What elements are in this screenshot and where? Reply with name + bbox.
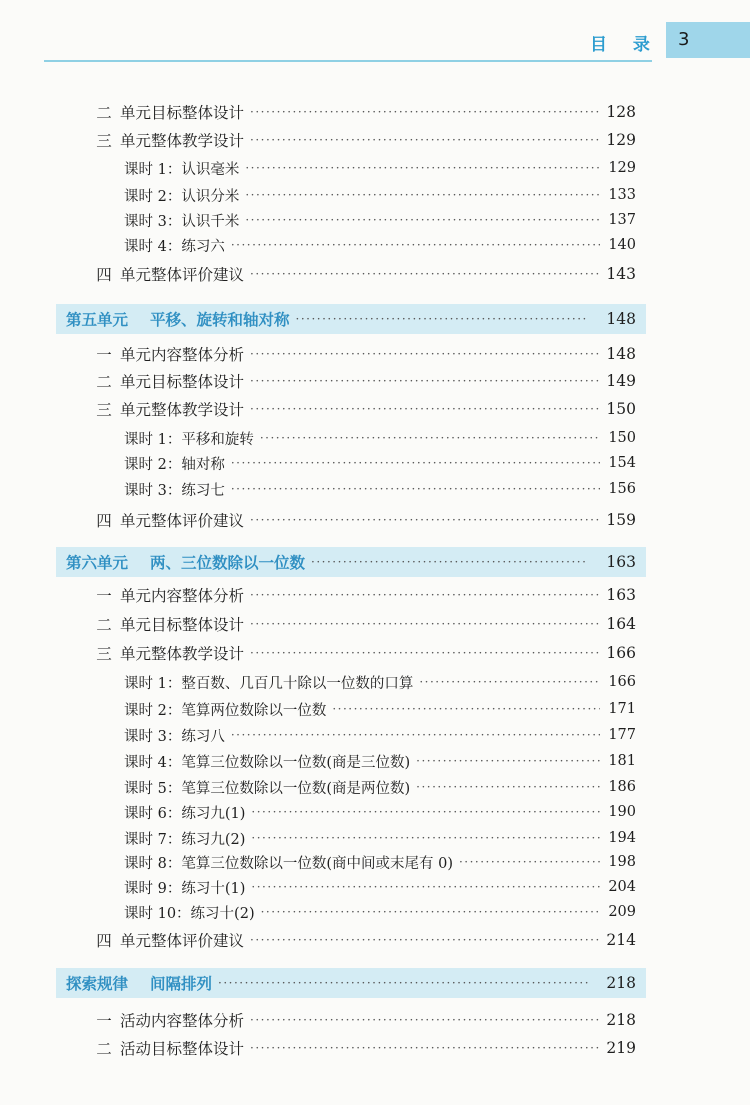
leader-dots <box>251 880 600 894</box>
leader-dots <box>311 555 588 569</box>
header-divider <box>44 60 652 62</box>
section-number: 一 <box>96 1012 112 1030</box>
entry-label: 单元整体评价建议 <box>120 932 245 950</box>
page-ref: 198 <box>608 854 636 870</box>
toc-lesson-entry[interactable] <box>124 426 636 450</box>
toc-unit-heading[interactable] <box>56 547 646 577</box>
unit-name: 两、三位数除以一位数 <box>150 554 306 572</box>
leader-dots <box>245 213 600 227</box>
toc-section-entry[interactable] <box>88 369 636 393</box>
page-ref: 148 <box>606 345 636 363</box>
toc-lesson-entry[interactable] <box>124 800 636 824</box>
toc-lesson-entry[interactable] <box>124 697 636 721</box>
toc-section-entry[interactable] <box>88 1008 636 1032</box>
leader-dots <box>231 728 600 742</box>
section-number: 三 <box>96 645 112 663</box>
entry-label: 课时 1：认识毫米 <box>124 161 240 178</box>
toc-lesson-entry[interactable] <box>124 875 636 899</box>
entry-label: 课时 1：平移和旋转 <box>124 431 254 448</box>
page-ref: 181 <box>608 753 636 769</box>
page-ref: 218 <box>606 974 636 992</box>
entry-label: 课时 4：练习六 <box>124 238 225 255</box>
page-ref: 133 <box>608 187 636 203</box>
page-ref: 156 <box>608 481 636 497</box>
entry-label: 课时 2：笔算两位数除以一位数 <box>124 702 327 719</box>
page-ref: 177 <box>608 727 636 743</box>
leader-dots <box>250 402 600 416</box>
toc-lesson-entry[interactable] <box>124 826 636 850</box>
toc-lesson-entry[interactable] <box>124 451 636 475</box>
leader-dots <box>218 976 588 990</box>
entry-label: 单元目标整体设计 <box>120 616 245 634</box>
unit-title: 第五单元 <box>66 311 129 329</box>
leader-dots <box>296 312 588 326</box>
toc-lesson-entry[interactable] <box>124 156 636 180</box>
entry-label: 单元目标整体设计 <box>120 373 245 391</box>
toc-section-entry[interactable] <box>88 342 636 366</box>
entry-label: 课时 3：练习八 <box>124 728 225 745</box>
entry-label: 课时 6：练习九(1) <box>124 805 246 822</box>
leader-dots <box>251 805 600 819</box>
entry-label: 单元整体评价建议 <box>120 266 245 284</box>
section-number: 二 <box>96 104 112 122</box>
page-ref: 163 <box>606 553 636 571</box>
toc-section-entry[interactable] <box>88 100 636 124</box>
entry-label: 课时 4：笔算三位数除以一位数(商是三位数) <box>124 754 411 771</box>
page-ref: 148 <box>606 310 636 328</box>
section-number: 四 <box>96 266 112 284</box>
page-ref: 218 <box>606 1011 636 1029</box>
toc-lesson-entry[interactable] <box>124 233 636 257</box>
entry-label: 单元内容整体分析 <box>120 587 245 605</box>
entry-label: 单元目标整体设计 <box>120 104 245 122</box>
page-ref: 143 <box>606 265 636 283</box>
section-number: 一 <box>96 346 112 364</box>
section-number: 四 <box>96 932 112 950</box>
leader-dots <box>251 831 600 845</box>
toc-unit-heading[interactable] <box>56 304 646 334</box>
toc-section-entry[interactable] <box>88 128 636 152</box>
page-ref: 150 <box>608 430 636 446</box>
leader-dots <box>250 133 600 147</box>
page-ref: 209 <box>608 904 636 920</box>
unit-name: 间隔排列 <box>150 975 213 993</box>
leader-dots <box>250 1013 600 1027</box>
leader-dots <box>260 431 600 445</box>
page-ref: 163 <box>606 586 636 604</box>
entry-label: 单元整体评价建议 <box>120 512 245 530</box>
page-ref: 129 <box>606 131 636 149</box>
page-ref: 186 <box>608 779 636 795</box>
entry-label: 课时 1：整百数、几百几十除以一位数的口算 <box>124 675 414 692</box>
entry-label: 单元整体教学设计 <box>120 401 245 419</box>
page-ref: 150 <box>606 400 636 418</box>
page-ref: 154 <box>608 455 636 471</box>
leader-dots <box>250 347 600 361</box>
page-ref: 129 <box>608 160 636 176</box>
leader-dots <box>231 456 600 470</box>
entry-label: 单元整体教学设计 <box>120 645 245 663</box>
leader-dots <box>250 933 600 947</box>
entry-label: 活动目标整体设计 <box>120 1040 245 1058</box>
leader-dots <box>416 780 600 794</box>
toc-lesson-entry[interactable] <box>124 183 636 207</box>
toc-lesson-entry[interactable] <box>124 208 636 232</box>
toc-section-entry[interactable] <box>88 928 636 952</box>
leader-dots <box>419 675 600 689</box>
page-ref: 166 <box>606 644 636 662</box>
toc-lesson-entry[interactable] <box>124 749 636 773</box>
page-ref: 194 <box>608 830 636 846</box>
entry-label: 课时 3：认识千米 <box>124 213 240 230</box>
unit-title: 探索规律 <box>66 975 129 993</box>
section-number: 三 <box>96 132 112 150</box>
toc-section-entry[interactable] <box>88 1036 636 1060</box>
toc-section-entry[interactable] <box>88 612 636 636</box>
entry-label: 课时 8：笔算三位数除以一位数(商中间或末尾有 0) <box>124 855 453 872</box>
page-ref: 214 <box>606 931 636 949</box>
page-ref: 166 <box>608 674 636 690</box>
unit-name: 平移、旋转和轴对称 <box>150 311 290 329</box>
leader-dots <box>231 238 600 252</box>
page-title: 目 录 <box>590 35 660 55</box>
section-number: 二 <box>96 616 112 634</box>
entry-label: 课时 10：练习十(2) <box>124 905 255 922</box>
toc-lesson-entry[interactable] <box>124 775 636 799</box>
toc-section-entry[interactable] <box>88 641 636 665</box>
toc-lesson-entry[interactable] <box>124 670 636 694</box>
toc-lesson-entry[interactable] <box>124 723 636 747</box>
leader-dots <box>245 161 600 175</box>
leader-dots <box>250 1041 600 1055</box>
entry-label: 课时 9：练习十(1) <box>124 880 246 897</box>
toc-lesson-entry[interactable] <box>124 850 636 874</box>
leader-dots <box>416 754 600 768</box>
leader-dots <box>250 513 600 527</box>
section-number: 二 <box>96 1040 112 1058</box>
leader-dots <box>250 105 600 119</box>
toc-section-entry[interactable] <box>88 508 636 532</box>
leader-dots <box>332 702 600 716</box>
section-number: 二 <box>96 373 112 391</box>
leader-dots <box>250 374 600 388</box>
entry-label: 课时 7：练习九(2) <box>124 831 246 848</box>
page-ref: 190 <box>608 804 636 820</box>
leader-dots <box>459 855 600 869</box>
entry-label: 单元整体教学设计 <box>120 132 245 150</box>
section-number: 一 <box>96 587 112 605</box>
page-ref: 159 <box>606 511 636 529</box>
section-number: 四 <box>96 512 112 530</box>
entry-label: 课时 5：笔算三位数除以一位数(商是两位数) <box>124 780 411 797</box>
leader-dots <box>261 905 600 919</box>
unit-title: 第六单元 <box>66 554 129 572</box>
leader-dots <box>250 267 600 281</box>
page-ref: 164 <box>606 615 636 633</box>
entry-label: 课时 2：认识分米 <box>124 188 240 205</box>
entry-label: 活动内容整体分析 <box>120 1012 245 1030</box>
entry-label: 单元内容整体分析 <box>120 346 245 364</box>
toc-section-entry[interactable] <box>88 583 636 607</box>
page-ref: 171 <box>608 701 636 717</box>
page-ref: 128 <box>606 103 636 121</box>
leader-dots <box>250 646 600 660</box>
page-ref: 140 <box>608 237 636 253</box>
entry-label: 课时 3：练习七 <box>124 482 225 499</box>
page-number-tab <box>666 22 750 58</box>
page-ref: 137 <box>608 212 636 228</box>
page-ref: 149 <box>606 372 636 390</box>
leader-dots <box>250 588 600 602</box>
leader-dots <box>245 188 600 202</box>
toc-unit-heading[interactable] <box>56 968 646 998</box>
entry-label: 课时 2：轴对称 <box>124 456 225 473</box>
leader-dots <box>231 482 600 496</box>
page-ref: 219 <box>606 1039 636 1057</box>
section-number: 三 <box>96 401 112 419</box>
leader-dots <box>250 617 600 631</box>
toc-lesson-entry[interactable] <box>124 477 636 501</box>
toc-lesson-entry[interactable] <box>124 900 636 924</box>
toc-section-entry[interactable] <box>88 262 636 286</box>
page-ref: 204 <box>608 879 636 895</box>
page-number: 3 <box>678 29 690 50</box>
toc-section-entry[interactable] <box>88 397 636 421</box>
